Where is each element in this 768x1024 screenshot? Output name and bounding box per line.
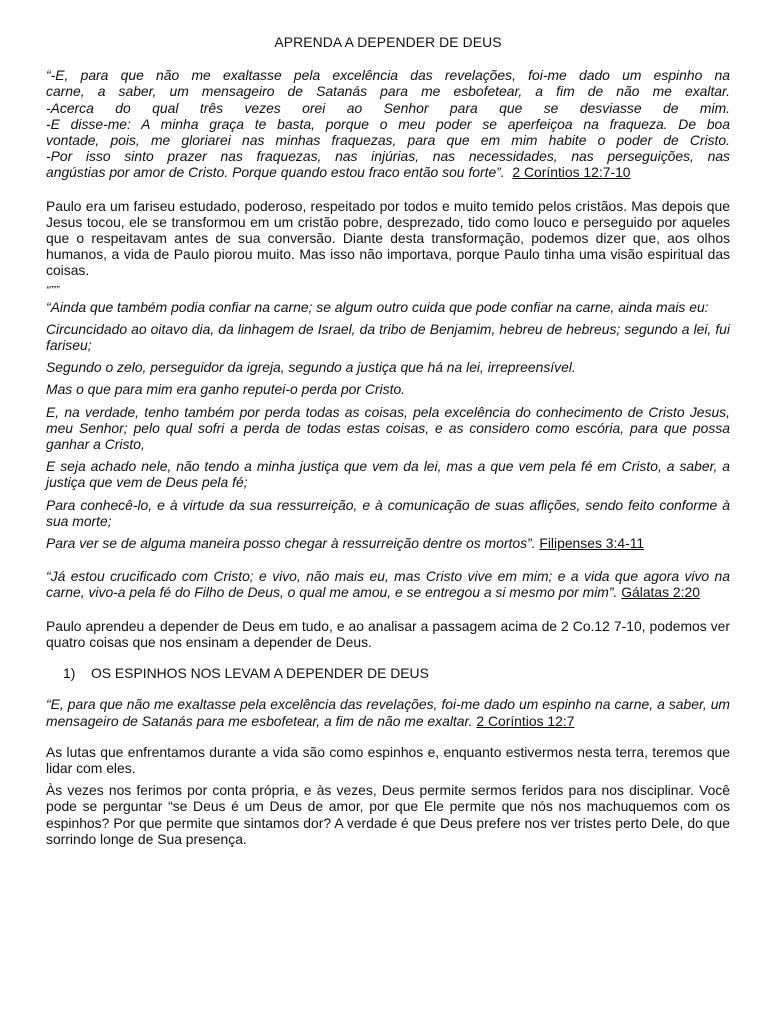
- paragraph-paulo-fariseu: Paulo era um fariseu estudado, poderoso, respeitado por todos e muito temido pelos cristãos. Mas depois que Jesus tocou, ele se transformou em um cristão pobre, desprezado, tido como louco e perseguido por aqueles que o respeitavam antes de sua conversão. Diante desta transformação, podemos dizer que, aos olhos humanos, a vida de Paulo piorou muito. Mas isso não importava, porque Paulo tinha uma visão espiritual das coisas.: [46, 197, 730, 279]
- separator-marks: “”””: [46, 284, 60, 296]
- philippians-verse: “Ainda que também podia confiar na carne; se algum outro cuida que pode confiar na carne, ainda mais eu:: [46, 298, 709, 315]
- opening-quote-line: vontade, pois, me gloriarei nas minhas fraquezas, para que em mim habite o poder de Cristo.: [46, 132, 730, 149]
- section-quote: [46, 696, 730, 728]
- philippians-verse: Mas o que para mim era ganho reputei-o perda por Cristo.: [46, 381, 406, 398]
- opening-quote-line: -Por isso sinto prazer nas fraquezas, nas injúrias, nas necessidades, nas perseguições, nas: [46, 148, 730, 165]
- document-title: APRENDA A DEPENDER DE DEUS: [274, 34, 502, 50]
- opening-quote-line: carne, a saber, um mensageiro de Satanás para me esbofetear, a fim de não me exaltar.: [46, 83, 730, 100]
- section-heading-text: OS ESPINHOS NOS LEVAM A DEPENDER DE DEUS: [91, 665, 429, 682]
- section-quote-text: “E, para que não me exaltasse pela excelência das revelações, foi-me dado um espinho na carne, a saber, um mensageiro de Satanás para me esbofetear, a fim de não me exaltar.: [46, 696, 730, 729]
- paragraph-feridos: Às vezes nos ferimos por conta própria, e às vezes, Deus permite sermos feridos para nos disciplinar. Você pode se perguntar “se Deus é um Deus de amor, por que Ele permite que nós nos machuquemos com os espinhos? Por que permite que sintamos dor? A verdade é que Deus prefere nos ver tristes perto Dele, do que sorrindo longe de Sua presença.: [46, 782, 730, 847]
- galatians-reference: Gálatas 2:20: [621, 584, 700, 601]
- section-heading-espinhos: [63, 665, 730, 681]
- section-number: 1): [63, 665, 76, 682]
- opening-quote-last-text: angústias por amor de Cristo. Porque quando estou fraco então sou forte”.: [46, 164, 505, 181]
- paragraph-paulo-aprendeu: Paulo aprendeu a depender de Deus em tudo, e ao analisar a passagem acima de 2 Co.12 7-10, podemos ver quatro coisas que nos ensinam a depender de Deus.: [46, 617, 730, 650]
- philippians-verse: Circuncidado ao oitavo dia, da linhagem de Israel, da tribo de Benjamim, hebreu de hebreus; segundo a lei, fui fariseu;: [46, 320, 730, 354]
- galatians-quote-text: “Já estou crucificado com Cristo; e vivo, não mais eu, mas Cristo vive em mim; e a vida que agora vivo na carne, vivo-a pela fé do Filho de Deus, o qual me amou, e se entregou a si mesmo por mim”.: [46, 568, 730, 601]
- galatians-quote: [46, 568, 730, 600]
- opening-quote-line: -Acerca do qual três vezes orei ao Senhor para que se desviasse de mim.: [46, 99, 730, 116]
- section-quote-reference: 2 Coríntios 12:7: [476, 712, 575, 729]
- philippians-last-verse: [46, 535, 730, 551]
- philippians-verse: E, na verdade, tenho também por perda todas as coisas, pela excelência do conhecimento de Cristo Jesus, meu Senhor; pelo qual sofri a perda de todas estas coisas, e as considero como escória, para que possa ganhar a Cristo,: [46, 403, 730, 453]
- philippians-verse: Segundo o zelo, perseguidor da igreja, segundo a justiça que há na lei, irrepreensível.: [46, 359, 576, 376]
- opening-quote-reference: 2 Coríntios 12:7-10: [512, 164, 631, 181]
- opening-quote-last-line: [46, 164, 730, 180]
- opening-quote-line: “-E, para que não me exaltasse pela excelência das revelações, foi-me dado um espinho na: [46, 67, 730, 84]
- opening-quote: [46, 67, 730, 180]
- opening-quote-line: -E disse-me: A minha graça te basta, porque o meu poder se aperfeiçoa na fraqueza. De boa: [46, 115, 730, 132]
- paragraph-lutas: As lutas que enfrentamos durante a vida são como espinhos e, enquanto estivermos nesta terra, teremos que lidar com eles.: [46, 743, 730, 776]
- philippians-last-verse-text: Para ver se de alguma maneira posso chegar à ressurreição dentre os mortos”.: [46, 535, 536, 552]
- philippians-verse: Para conhecê-lo, e à virtude da sua ressurreição, e à comunicação de suas aflições, sendo feito conforme à sua morte;: [46, 496, 730, 529]
- philippians-reference: Filipenses 3:4-11: [539, 535, 645, 552]
- philippians-verse: E seja achado nele, não tendo a minha justiça que vem da lei, mas a que vem pela fé em Cristo, a saber, a justiça que vem de Deus pela fé;: [46, 458, 730, 491]
